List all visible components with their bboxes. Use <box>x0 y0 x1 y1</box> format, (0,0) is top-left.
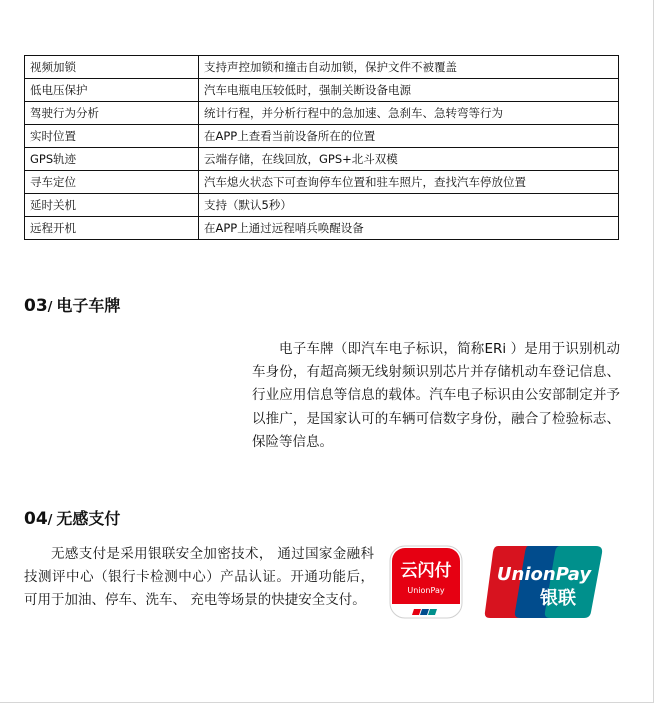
unionpay-en-text: UnionPay <box>496 564 592 585</box>
spec-row <box>25 102 619 125</box>
unionpay-cn-text: 银联 <box>540 588 576 609</box>
spec-feature-cell: 视频加锁 <box>25 56 199 79</box>
section-number: 03 <box>24 296 48 316</box>
feature-spec-table <box>24 55 619 240</box>
spec-feature-cell: 实时位置 <box>25 125 199 148</box>
payment-paragraph: 无感支付是采用银联安全加密技术， 通过国家金融科技测评中心（银行卡检测中心）产品认证。开通功能后，可用于加油、停车、洗车、 充电等场景的快捷安全支付。 <box>24 546 374 609</box>
spec-description-cell: 汽车电瓶电压较低时，强制关断设备电源 <box>199 79 619 102</box>
quickpass-en-text: UnionPay <box>407 586 445 595</box>
spec-row <box>25 148 619 171</box>
spec-feature-cell: 远程开机 <box>25 217 199 240</box>
spec-description-cell: 汽车熄火状态下可查询停车位置和驻车照片，查找汽车停放位置 <box>199 171 619 194</box>
spec-feature-cell: GPS轨迹 <box>25 148 199 171</box>
unionpay-logo <box>484 545 604 619</box>
spec-row <box>25 194 619 217</box>
section-title: 无感支付 <box>56 509 121 528</box>
spec-row <box>25 217 619 240</box>
spec-row <box>25 79 619 102</box>
section-title: 电子车牌 <box>56 296 121 315</box>
quickpass-cn-text: 云闪付 <box>400 561 452 581</box>
section-number: 04 <box>24 509 48 529</box>
spec-feature-cell: 低电压保护 <box>25 79 199 102</box>
spec-description-cell: 支持声控加锁和撞击自动加锁，保护文件不被覆盖 <box>199 56 619 79</box>
spec-description-cell: 统计行程，并分析行程中的急加速、急刹车、急转弯等行为 <box>199 102 619 125</box>
spec-description-cell: 在APP上通过远程哨兵唤醒设备 <box>199 217 619 240</box>
spec-feature-cell: 延时关机 <box>25 194 199 217</box>
e-plate-paragraph: 电子车牌（即汽车电子标识，简称ERi ）是用于识别机动车身份，有超高频无线射频识别芯片并存储机动车登记信息、行业应用信息等信息的载体。汽车电子标识由公安部制定并予以推广，是国家认可的车辆可信数字身份，融合了检验标志、保险等信息。 <box>252 341 620 450</box>
spec-description-cell: 支持（默认5秒） <box>199 194 619 217</box>
spec-row <box>25 171 619 194</box>
spec-feature-cell: 驾驶行为分析 <box>25 102 199 125</box>
spec-feature-cell: 寻车定位 <box>25 171 199 194</box>
spec-description-cell: 云端存储，在线回放，GPS+北斗双模 <box>199 148 619 171</box>
section-slash: / <box>47 300 53 315</box>
spec-description-cell: 在APP上查看当前设备所在的位置 <box>199 125 619 148</box>
section-heading-e-plate <box>24 293 120 316</box>
spec-row <box>25 125 619 148</box>
section-heading-payment <box>24 506 120 529</box>
section-slash: / <box>47 513 53 528</box>
quickpass-logo <box>389 545 463 619</box>
spec-row <box>25 56 619 79</box>
